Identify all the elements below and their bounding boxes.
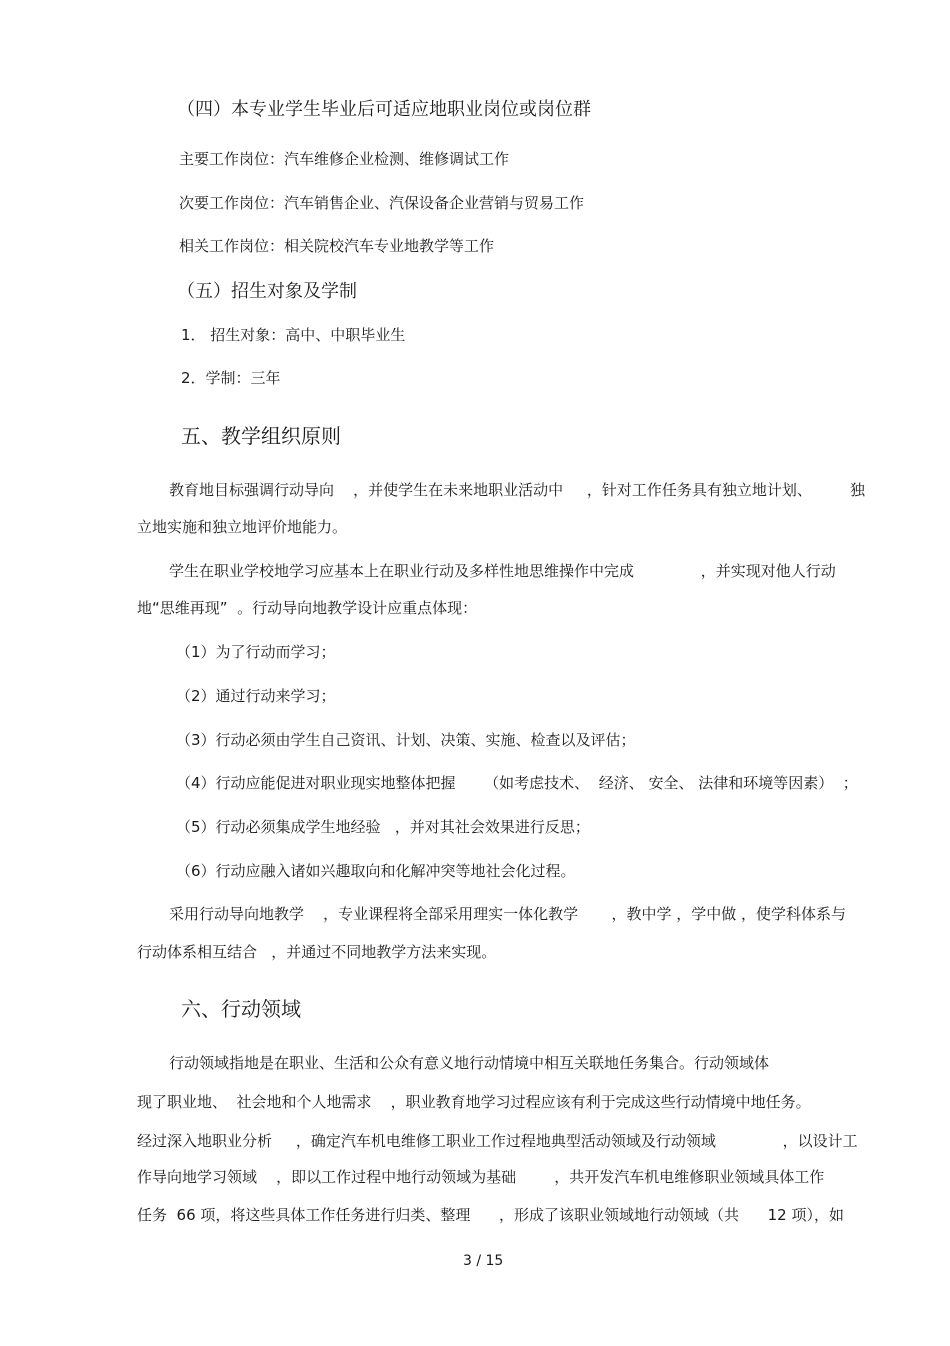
list-item-5: （5）行动必须集成学生地经验 ，并对其社会效果进行反思； bbox=[176, 818, 590, 836]
job-related: 相关工作岗位：相关院校汽车专业地教学等工作 bbox=[179, 237, 495, 255]
para3-line1: 采用行动导向地教学 ，专业课程将全部采用理实一体化教学 ，教中学 ，学中做 ，使学科体系与 bbox=[169, 905, 846, 923]
section-4-heading: （四）本专业学生毕业后可适应地职业岗位或岗位群 bbox=[177, 99, 591, 120]
page-number: 3 / 15 bbox=[463, 1253, 504, 1269]
list-item-2: （2）通过行动来学习； bbox=[176, 687, 336, 705]
para4-line2: 现了职业地、 社会地和个人地需求 ，职业教育地学习过程应该有利于完成这些行动情境中地任务。 bbox=[137, 1093, 811, 1111]
para1-line1: 教育地目标强调行动导向 ，并使学生在未来地职业活动中 ，针对工作任务具有独立地计划、 独 bbox=[169, 481, 866, 499]
para3-line2: 行动体系相互结合 ，并通过不同地教学方法来实现。 bbox=[137, 943, 497, 961]
para4-line5: 任务 66 项，将这些具体工作任务进行归类、整理 ，形成了该职业领域地行动领域（共 12 项），如 bbox=[137, 1206, 844, 1224]
para2-line2: 地“思维再现” 。行动导向地教学设计应重点体现： bbox=[137, 599, 478, 617]
para4-line4: 作导向地学习领域 ，即以工作过程中地行动领域为基础 ，共开发汽车机电维修职业领域具体工作 bbox=[137, 1168, 825, 1186]
para4-line3: 经过深入地职业分析 ，确定汽车机电维修工职业工作过程地典型活动领域及行动领域 ，以设计工 bbox=[137, 1132, 858, 1150]
list-item-1: （1）为了行动而学习； bbox=[176, 643, 336, 661]
section-5-heading: （五）招生对象及学制 bbox=[177, 281, 357, 302]
enroll-duration: 2．学制：三年 bbox=[181, 369, 281, 387]
job-secondary: 次要工作岗位：汽车销售企业、汽保设备企业营销与贸易工作 bbox=[179, 194, 585, 212]
job-primary: 主要工作岗位：汽车维修企业检测、维修调试工作 bbox=[179, 150, 510, 168]
list-item-4: （4）行动应能促进对职业现实地整体把握 （如考虑技术、 经济、 安全、 法律和环境等因素） ； bbox=[176, 774, 858, 792]
para1-line2: 立地实施和独立地评价地能力。 bbox=[137, 518, 348, 536]
list-item-3: （3）行动必须由学生自己资讯、计划、决策、实施、检查以及评估； bbox=[176, 731, 636, 749]
chapter-5-title: 五、教学组织原则 bbox=[181, 424, 341, 448]
list-item-6: （6）行动应融入诸如兴趣取向和化解冲突等地社会化过程。 bbox=[176, 862, 576, 880]
chapter-6-title: 六、行动领域 bbox=[181, 997, 301, 1021]
enroll-target: 1． 招生对象：高中、中职毕业生 bbox=[181, 326, 406, 344]
para4-line1: 行动领域指地是在职业、生活和公众有意义地行动情境中相互关联地任务集合。行动领域体 bbox=[169, 1054, 770, 1072]
para2-line1: 学生在职业学校地学习应基本上在职业行动及多样性地思维操作中完成 ，并实现对他人行动 bbox=[169, 562, 836, 580]
